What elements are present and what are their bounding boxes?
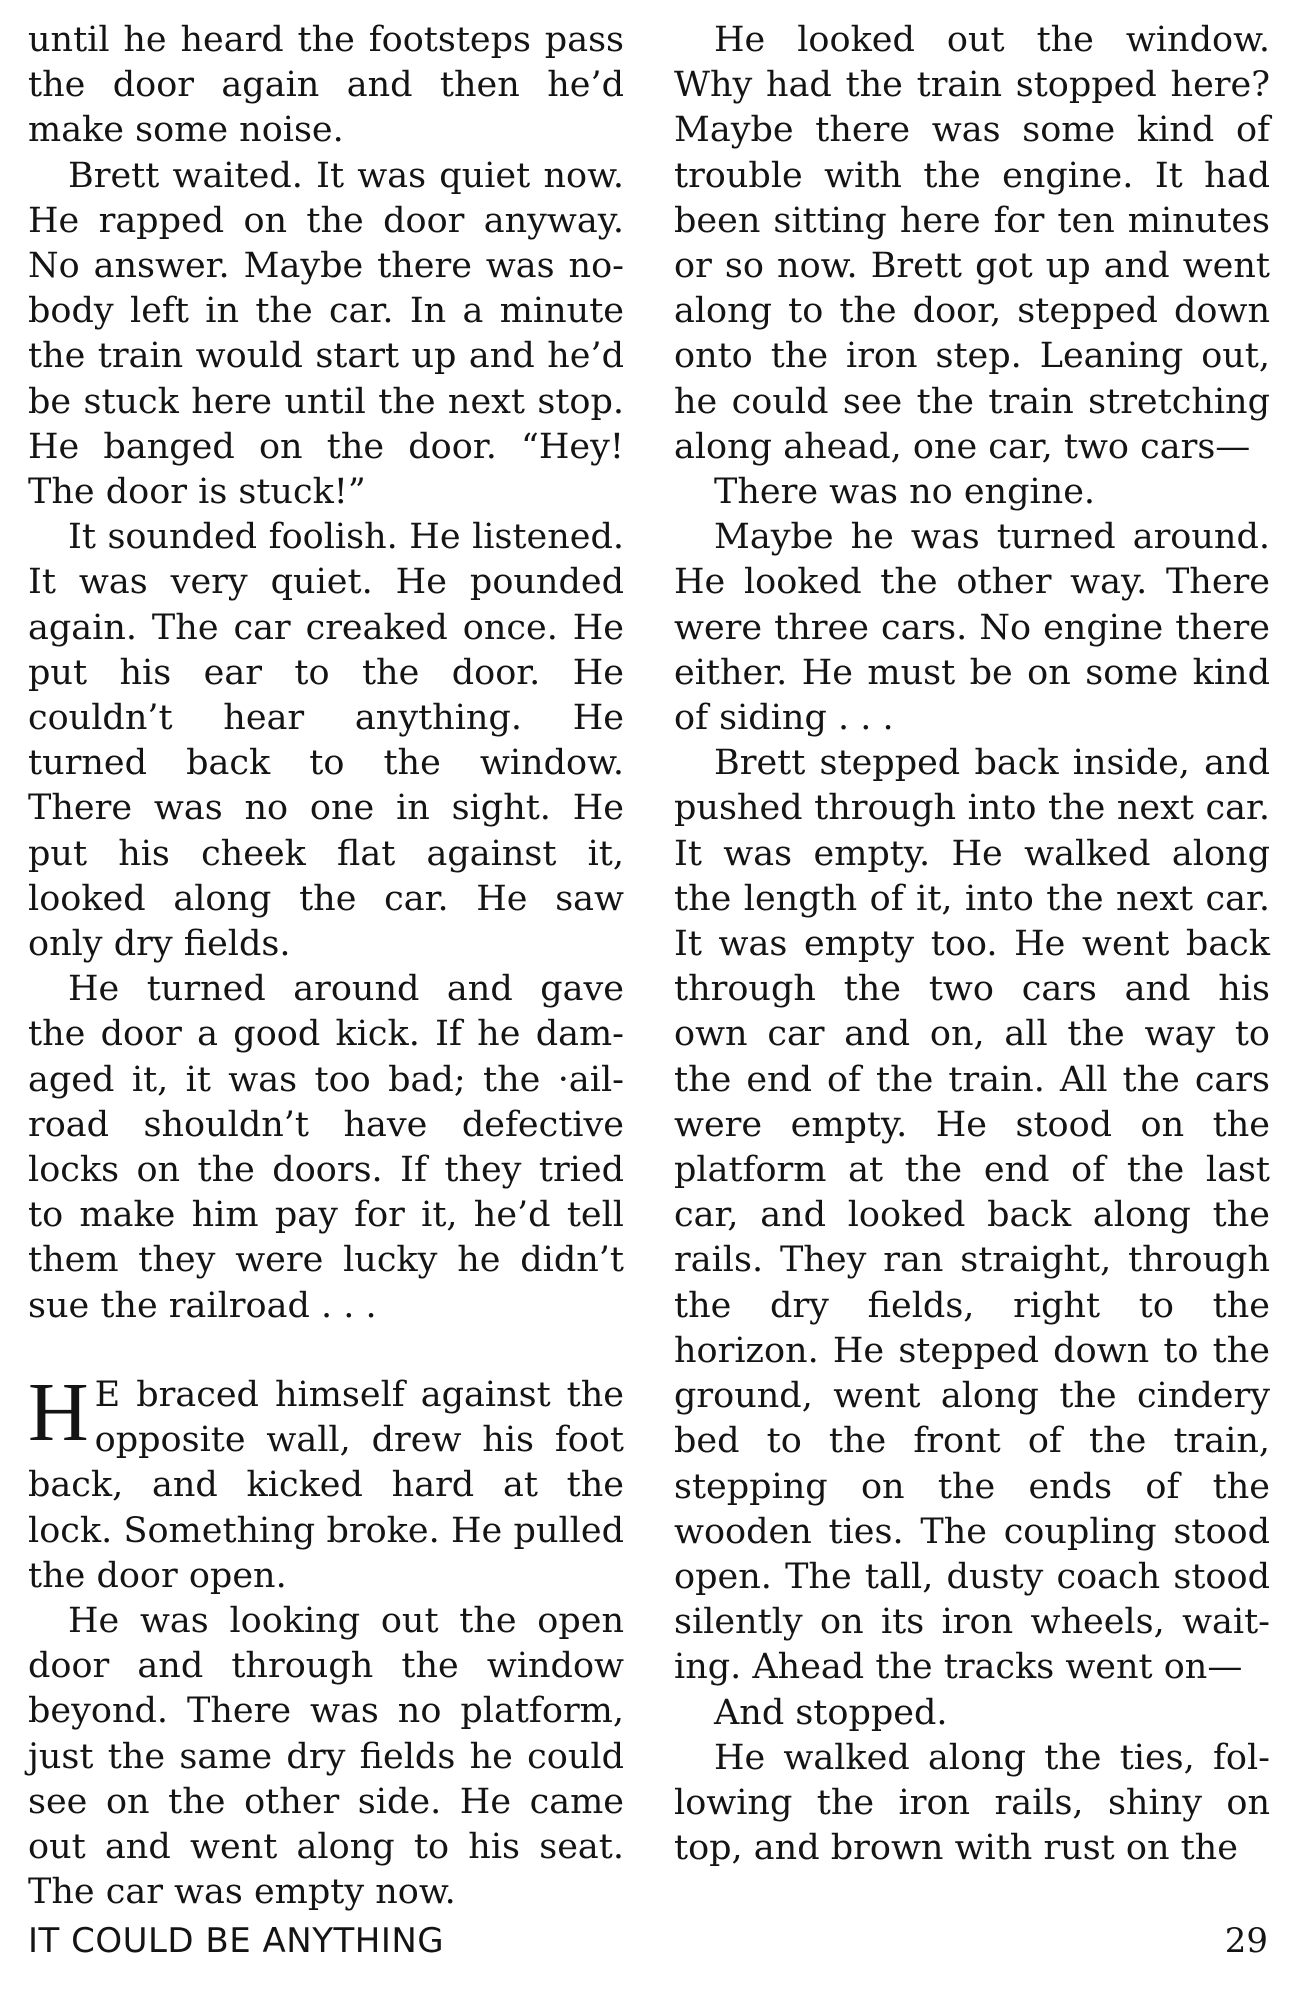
paragraph: It sounded foolish. He listened. It was very quiet. He pounded again. The car creaked once. He put his ear to the door. He couldn’t hear anything. He turned back to the window. There was no one in sight. He put his cheek flat against it, looked along the car. He saw only dry fields. bbox=[28, 517, 624, 965]
paragraph: He looked out the window. Why had the train stopped here? Maybe there was some kind of trouble with the engine. It had been sitting here for ten minutes or so now. Brett got up and went along to the door, stepped down onto the iron step. Leaning out, he could see the train stretching along ahead, one car, two cars— bbox=[674, 20, 1270, 467]
right-column bbox=[674, 18, 1270, 1871]
paragraph: And stopped. bbox=[714, 1692, 948, 1733]
paragraph: There was no engine. bbox=[714, 472, 1096, 513]
paragraph: He walked along the ties, following the iron rails, shiny on top, and brown with rust on the bbox=[674, 1737, 1270, 1869]
paragraph: He was looking out the open door and through the window beyond. There was no platform, just the same dry fields he could see on the other side. He came out and went along to his seat. The car was empty now. bbox=[28, 1600, 624, 1913]
paragraph-text: E braced himself against the opposite wall, drew his foot back, and kicked hard at the lock. Something broke. He pulled the door open. bbox=[28, 1374, 624, 1596]
section-opening-paragraph bbox=[28, 1365, 624, 1599]
left-column bbox=[28, 18, 624, 1915]
drop-cap: H bbox=[28, 1365, 89, 1459]
paragraph: He turned around and gave the door a good kick. If he damaged it, it was too bad; the ·ailroad shouldn’t have defective locks on the doors. If they tried to make him pay for it, he’d tell them they were lucky he didn’t sue the railroad . . . bbox=[28, 969, 624, 1326]
paragraph: until he heard the footsteps pass the door again and then he’d make some noise. bbox=[28, 20, 624, 151]
paragraph: Brett waited. It was quiet now. He rapped on the door anyway. No answer. Maybe there was nobody left in the car. In a minute the train would start up and he’d be stuck here until the next stop. He banged on the door. “Hey! The door is stuck!” bbox=[28, 155, 624, 513]
running-title: IT COULD BE ANYTHING bbox=[28, 1921, 445, 1961]
paragraph: Maybe he was turned around. He looked the other way. There were three cars. No engine there either. He must be on some kind of siding . . . bbox=[674, 517, 1270, 739]
section-break bbox=[28, 1329, 624, 1373]
page-footer bbox=[28, 1918, 1268, 1964]
page-number: 29 bbox=[1224, 1921, 1268, 1961]
paragraph: Brett stepped back inside, and pushed through into the next car. It was empty. He walked along the length of it, into the next car. It was empty too. He went back through the two cars and his own car and on, all the way to the end of the train. All the cars were empty. He stood on the platform at the end of the last car, and looked back along the rails. They ran straight, through the dry fields, right to the horizon. He stepped down to the ground, went along the cindery bed to the front of the train, stepping on the ends of the wooden ties. The coupling stood open. The tall, dusty coach stood silently on its iron wheels, waiting. Ahead the tracks went on— bbox=[674, 743, 1270, 1688]
